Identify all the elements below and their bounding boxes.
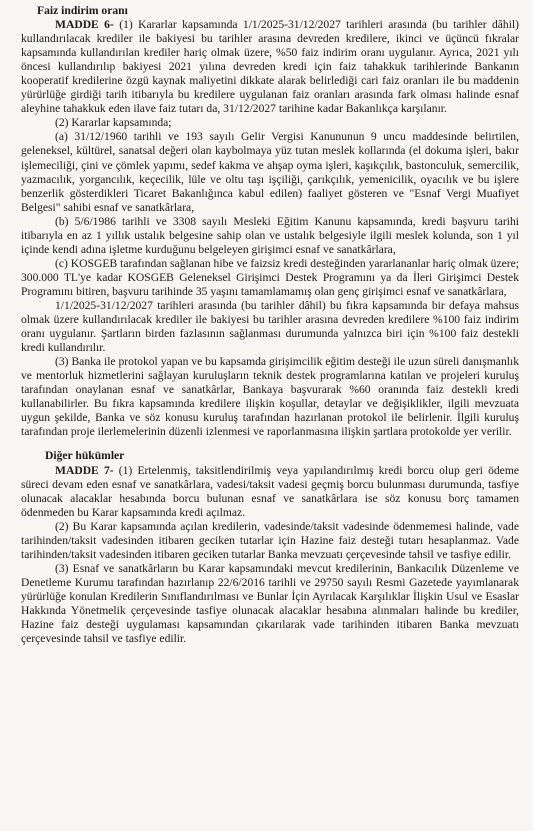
- article-6-paragraph-2-a: (a) 31/12/1960 tarihli ve 193 sayılı Gelir Vergisi Kanununun 9 uncu maddesinde belirtilen, geleneksel, kültürel, sanatsal değeri olan kaybolmaya yüz tutan meslek kollarında (el dokuma işleri, bakır işlemeciliği, çini ve çömlek yapımı, sedef kakma ve ahşap oyma işleri, kaşıkçılık, bastonculuk, semercilik, yazmacılık, yorgancılık, keçecilik, lüle ve oltu taşı işçiliği, çarıkçılık, yemenicilik, oyacılık ve bu işlere benzerlik gösterdikleri Ticaret Bakanlığınca kabul edilen) faaliyet gösteren ve "Esnaf Vergi Muafiyet Belgesi" sahibi esnaf ve sanatkârlara,: [21, 130, 519, 214]
- article-6-paragraph-1: [21, 18, 519, 116]
- article-6-paragraph-1-text: (1) Kararlar kapsamında 1/1/2025-31/12/2027 tarihleri arasında (bu tarihler dâhil) kullandırılacak krediler ile bakiyesi bu tarihler arasına devreden kredilere, ikinci ve üçüncü fıkralar kapsamında kullandırılan krediler hariç olmak üzere, %50 faiz indirim oranı uygulanır. Ayrıca, 2021 yılı öncesi kullandırılıp bakiyesi 2021 yılına devreden kredi için faiz tahakkuk tarihlerinde Bankanın kooperatif kredilerine özgü kaynak maliyetini dikkate alarak belirlediği cari faiz oranları ile bu maddenin yürürlüğe girdiği tarih itibarıyla bu kredilere uygulanan faiz oranları arasında fark olması halinde esnaf aleyhine tahakkuk eden ilave faiz tutarı da, 31/12/2027 tarihine kadar Bakanlıkça karşılanır.: [21, 18, 519, 116]
- article-6-paragraph-2-c: (c) KOSGEB tarafından sağlanan hibe ve faizsiz kredi desteğinden yararlananlar hariç olmak üzere; 300.000 TL'ye kadar KOSGEB Geleneksel Girişimci Destek Programını ya da İleri Girişimci Destek Programını bitiren, başvuru tarihinde 35 yaşını tamamlamamış olan genç girişimci esnaf ve sanatkârlara,: [21, 256, 519, 298]
- article-6-label: MADDE 6-: [55, 18, 114, 32]
- article-7-paragraph-1-text: (1) Ertelenmiş, taksitlendirilmiş veya yapılandırılmış kredi borcu olup geri ödeme süreci devam eden esnaf ve sanatkârlara, vadesi/taksit vadesi geçmiş borcu bulunması durumunda, tasfiye olunacak alacaklar hesabında borcu bulunan esnaf ve sanatkârlara ise söz konusu borç tamamen ödenmeden bu Karar kapsamında kredi açılmaz.: [21, 463, 519, 519]
- article-6-paragraph-3: (3) Banka ile protokol yapan ve bu kapsamda girişimcilik eğitim desteği ile uzun süreli danışmanlık ve mentorluk hizmetlerini sağlayan kuruluşların teknik destek programlarına katılan ve projeleri kuruluş tarafından onaylanan esnaf ve sanatkârlar, Bankaya başvurarak %60 oranında faiz destekli kredi kullanabilirler. Bu fıkra kapsamında kredilere ilişkin koşullar, detaylar ve değişiklikler, ilgili mevzuata uygun şekilde, Banka ve söz konusu kuruluş tarafından hazırlanan protokol ile belirlenir. İlgili kuruluş tarafından proje ilerlemelerinin düzenli izlenmesi ve raporlanmasına ilişkin şartlara protokolde yer verilir.: [21, 355, 519, 439]
- section-heading-diger-hukumler: Diğer hükümler: [45, 449, 125, 463]
- article-6-paragraph-2-tail: 1/1/2025-31/12/2027 tarihleri arasında (bu tarihler dâhil) bu fıkra kapsamında bir defaya mahsus olmak üzere kullandırılacak krediler ile bakiyesi bu tarihler arasına devreden kredilere %100 faiz indirim oranı uygulanır. Şartların birden fazlasının sağlanması durumunda yalnızca biri için %100 faiz destekli kredi kullandırılır.: [21, 298, 519, 355]
- article-7-paragraph-3: (3) Esnaf ve sanatkârların bu Karar kapsamındaki mevcut kredilerinin, Bankacılık Düzenleme ve Denetleme Kurumu tarafından hazırlanıp 22/6/2016 tarihli ve 29750 sayılı Resmi Gazetede yayımlanarak yürürlüğe konulan Kredilerin Sınıflandırılması ve Bunlar İçin Ayrılacak Karşılıklar İlişkin Usul ve Esaslar Hakkında Yönetmelik çerçevesinde tasfiye olunacak alacaklar hesabına alınmaları halinde bu krediler, Hazine faiz desteği uygulaması kapsamından çıkarılarak vade tarihinden itibaren Banka mevzuatı çerçevesinde tahsil ve tasfiye edilir.: [21, 561, 519, 646]
- article-7-paragraph-2: (2) Bu Karar kapsamında açılan kredilerin, vadesinde/taksit vadesinde ödenmemesi halinde, vade tarihinden/taksit vadesinden itibaren geciken tutarlar için Hazine faiz desteği tutarı hesaplanmaz. Vade tarihinden/taksit vadesinden itibaren geciken tutarlar Banka mevzuatı çerçevesinde tahsil ve tasfiye edilir.: [21, 519, 519, 561]
- article-6-paragraph-2-intro: (2) Kararlar kapsamında;: [55, 116, 172, 130]
- section-heading-faiz-indirim-orani: Faiz indirim oranı: [37, 4, 128, 17]
- article-7-label: MADDE 7-: [55, 463, 114, 477]
- article-7-paragraph-1: [21, 464, 519, 520]
- article-6-paragraph-2-b: (b) 5/6/1986 tarihli ve 3308 sayılı Mesleki Eğitim Kanunu kapsamında, kredi başvuru tarihi itibarıyla en az 1 yıllık ustalık belgesine sahip olan ve ustalık belgesiyle ilgili meslek kolunda, son 1 yıl içinde kendi adına işletme kurduğunu belgeleyen girişimci esnaf ve sanatkârlara,: [21, 214, 519, 256]
